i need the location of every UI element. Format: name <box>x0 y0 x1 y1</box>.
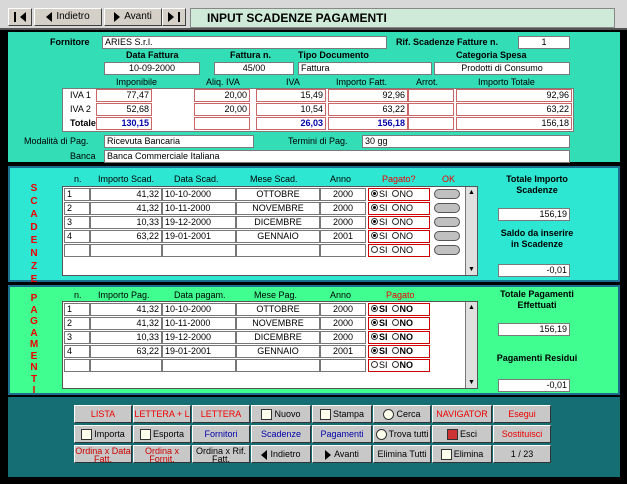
esci-label: Esci <box>459 429 477 439</box>
radio-no[interactable] <box>392 361 399 368</box>
row-pagato-radios <box>368 244 430 257</box>
side-letter: N <box>30 248 38 259</box>
col-totale: Importo Totale <box>478 77 535 87</box>
invoice-header-section <box>8 32 620 162</box>
side-letter: A <box>30 327 38 339</box>
indietro-label: Indietro <box>270 449 301 459</box>
row-n[interactable]: 3 <box>64 331 90 344</box>
iva-iva-cell[interactable]: 26,03 <box>256 117 326 130</box>
pag-totale-label: Totale Pagamenti Effettuati <box>500 289 574 310</box>
ok-button[interactable] <box>434 189 460 199</box>
row-mese[interactable] <box>236 359 320 372</box>
arrow-left-icon <box>46 12 52 22</box>
radio-si[interactable] <box>371 347 378 354</box>
radio-si[interactable] <box>371 218 378 225</box>
row-pagato-radios <box>368 230 430 243</box>
cerca-label: Cerca <box>396 409 421 419</box>
iva-aliq-cell[interactable]: 20,00 <box>194 103 250 116</box>
iva-row-label: Totale <box>70 118 96 128</box>
iva-row-label: IVA 2 <box>70 104 91 114</box>
row-importo[interactable] <box>90 244 162 257</box>
side-letter: N <box>30 362 38 373</box>
radio-si[interactable] <box>371 305 378 312</box>
row-pagato-radios <box>368 317 430 330</box>
radio-si-label: SI <box>379 360 388 370</box>
esporta-label: Esporta <box>152 429 185 439</box>
scadenze-section <box>8 166 620 285</box>
esci-button[interactable] <box>432 425 492 443</box>
page-title: INPUT SCADENZE PAGAMENTI <box>190 8 615 28</box>
side-letter: E <box>30 235 38 246</box>
iva-iva-cell[interactable]: 15,49 <box>256 89 326 102</box>
elimina-tutti-button[interactable]: Elimina Tutti <box>373 445 431 463</box>
first-bar-icon <box>14 12 16 22</box>
row-importo[interactable]: 41,32 <box>90 202 162 215</box>
rif-field[interactable]: 1 <box>518 36 570 49</box>
ok-button[interactable] <box>434 231 460 241</box>
scroll-down-icon[interactable]: ▼ <box>468 379 475 386</box>
arrow-right-icon <box>114 12 120 22</box>
importa-button[interactable] <box>74 425 132 443</box>
row-anno[interactable]: 2000 <box>320 303 366 316</box>
command-panel <box>8 397 620 477</box>
radio-si[interactable] <box>371 232 378 239</box>
row-anno[interactable] <box>320 244 366 257</box>
radio-no-label: NO <box>399 318 414 328</box>
row-anno[interactable]: 2001 <box>320 230 366 243</box>
pag-totale-field: 156,19 <box>498 323 570 336</box>
elimina-button[interactable] <box>432 445 492 463</box>
iva-totale-cell[interactable]: 63,22 <box>456 103 572 116</box>
radio-no[interactable] <box>392 319 399 326</box>
radio-si[interactable] <box>371 333 378 340</box>
col-importo: Importo Fatt. <box>336 77 388 87</box>
arrow-right-icon <box>325 450 331 460</box>
row-pagato-radios <box>368 331 430 344</box>
banca-label: Banca <box>70 151 96 161</box>
row-mese[interactable]: OTTOBRE <box>236 188 320 201</box>
radio-si-label: SI <box>379 189 388 199</box>
radio-si-label: SI <box>379 332 388 342</box>
row-n[interactable]: 1 <box>64 188 90 201</box>
col-arrot: Arrot. <box>416 77 439 87</box>
row-mese[interactable]: DICEMBRE <box>236 216 320 229</box>
scroll-up-icon[interactable]: ▲ <box>468 304 475 311</box>
radio-si[interactable] <box>371 319 378 326</box>
termini-label: Termini di Pag. <box>288 136 348 146</box>
row-anno[interactable]: 2001 <box>320 345 366 358</box>
saldo-label: Saldo da inserire in Scadenze <box>500 228 574 249</box>
ordina-fornit-button[interactable] <box>133 445 191 463</box>
scroll-down-icon[interactable]: ▼ <box>468 266 475 273</box>
pag-col-importo: Importo Pag. <box>98 290 150 300</box>
row-anno[interactable]: 2000 <box>320 202 366 215</box>
arrow-right-icon <box>168 12 174 22</box>
ordina-data-label: Ordina x Data Fatt. <box>75 446 131 463</box>
row-importo[interactable]: 63,22 <box>90 345 162 358</box>
iva-imponibile-cell[interactable]: 77,47 <box>96 89 152 102</box>
elimina-label: Elimina <box>453 449 484 459</box>
radio-no[interactable] <box>392 333 399 340</box>
residui-label: Pagamenti Residui <box>496 353 578 363</box>
scad-totale-label: Totale Importo Scadenze <box>506 174 568 195</box>
row-mese[interactable]: NOVEMBRE <box>236 317 320 330</box>
iva-row-label: IVA 1 <box>70 90 91 100</box>
row-importo[interactable]: 63,22 <box>90 230 162 243</box>
data-fattura-field[interactable]: 10-09-2000 <box>104 62 200 75</box>
row-mese[interactable]: DICEMBRE <box>236 331 320 344</box>
avanti-button[interactable] <box>312 445 372 463</box>
radio-no-label: NO <box>399 245 414 255</box>
pag-col-anno: Anno <box>330 290 352 300</box>
modalita-label: Modalità di Pag. <box>24 136 89 146</box>
side-letter: E <box>30 350 38 362</box>
row-importo[interactable]: 10,33 <box>90 216 162 229</box>
row-pagato-radios <box>368 216 430 229</box>
pag-col-data: Data pagam. <box>174 290 226 300</box>
first-record-button[interactable] <box>8 8 32 26</box>
row-mese[interactable] <box>236 244 320 257</box>
iva-imponibile-cell[interactable]: 52,68 <box>96 103 152 116</box>
row-mese[interactable]: NOVEMBRE <box>236 202 320 215</box>
fornitore-label: Fornitore <box>50 37 90 47</box>
radio-no-label: NO <box>399 203 414 213</box>
radio-no[interactable] <box>392 305 399 312</box>
fornitore-field[interactable]: ARIES S.r.l. <box>102 36 387 49</box>
scad-col-pagato: Pagato? <box>382 174 416 184</box>
lettera-l-button[interactable]: LETTERA + L <box>133 405 191 423</box>
row-n[interactable]: 4 <box>64 345 90 358</box>
radio-si-label: SI <box>379 231 388 241</box>
row-data[interactable] <box>162 244 236 257</box>
radio-no[interactable] <box>392 246 399 253</box>
scad-col-data: Data Scad. <box>174 174 219 184</box>
scad-totale-field: 156,19 <box>498 208 570 221</box>
print-icon <box>320 409 331 420</box>
lettera-button[interactable]: LETTERA <box>192 405 250 423</box>
ordina-rif-label: Ordina x Rif. Fatt. <box>195 446 246 463</box>
row-data[interactable]: 10-10-2000 <box>162 303 236 316</box>
scad-col-n: n. <box>74 174 82 184</box>
row-importo[interactable]: 41,32 <box>90 188 162 201</box>
categoria-label: Categoria Spesa <box>456 50 527 60</box>
row-anno[interactable]: 2000 <box>320 188 366 201</box>
iva-arrot-cell[interactable] <box>408 103 454 116</box>
radio-no-label: NO <box>399 231 414 241</box>
col-iva: IVA <box>286 77 300 87</box>
col-imponibile: Imponibile <box>116 77 158 87</box>
tipo-doc-label: Tipo Documento <box>298 50 369 60</box>
iva-aliq-cell[interactable]: 20,00 <box>194 89 250 102</box>
residui-field: -0,01 <box>498 379 570 392</box>
esegui-button[interactable]: Esegui <box>493 405 551 423</box>
iva-iva-cell[interactable]: 10,54 <box>256 103 326 116</box>
trova-tutti-button[interactable] <box>373 425 431 443</box>
scad-col-ok: OK <box>442 174 456 184</box>
row-mese[interactable]: OTTOBRE <box>236 303 320 316</box>
side-letter: D <box>30 222 38 233</box>
radio-no[interactable] <box>392 204 399 211</box>
cerca-button[interactable] <box>373 405 431 423</box>
arrow-left-icon <box>20 12 26 22</box>
row-mese[interactable]: GENNAIO <box>236 230 320 243</box>
iva-imponibile-cell[interactable]: 130,15 <box>96 117 152 130</box>
page-indicator: 1 / 23 <box>493 445 551 463</box>
side-letter: A <box>30 209 38 220</box>
row-n[interactable]: 2 <box>64 202 90 215</box>
exit-icon <box>447 429 458 440</box>
ordina-data-button[interactable] <box>74 445 132 463</box>
pagamenti-scrollbar[interactable] <box>465 302 477 388</box>
nuovo-label: Nuovo <box>274 409 301 419</box>
row-importo[interactable]: 10,33 <box>90 331 162 344</box>
pag-col-mese: Mese Pag. <box>254 290 298 300</box>
importa-label: Importa <box>94 429 125 439</box>
side-letter: A <box>30 304 38 316</box>
row-anno[interactable]: 2000 <box>320 317 366 330</box>
row-importo[interactable] <box>90 359 162 372</box>
iva-totale-cell[interactable]: 156,18 <box>456 117 572 130</box>
row-data[interactable]: 19-12-2000 <box>162 331 236 344</box>
row-data[interactable]: 19-12-2000 <box>162 216 236 229</box>
scadenze-side-label <box>10 168 58 285</box>
row-anno[interactable]: 2000 <box>320 331 366 344</box>
side-letter: Z <box>30 261 38 272</box>
iva-importo-cell[interactable]: 156,18 <box>328 117 408 130</box>
row-n[interactable]: 4 <box>64 230 90 243</box>
lista-button[interactable]: LISTA <box>74 405 132 423</box>
row-n[interactable] <box>64 359 90 372</box>
radio-si-label: SI <box>379 217 388 227</box>
radio-no-label: NO <box>399 360 414 370</box>
radio-no[interactable] <box>392 232 399 239</box>
nuovo-button[interactable] <box>251 405 311 423</box>
fattura-n-field[interactable]: 45/00 <box>214 62 294 75</box>
radio-no-label: NO <box>399 217 414 227</box>
scad-col-anno: Anno <box>330 174 352 184</box>
iva-importo-cell[interactable]: 92,96 <box>328 89 408 102</box>
fornitori-button[interactable]: Fornitori <box>192 425 250 443</box>
prev-label: Indietro <box>56 11 90 22</box>
radio-si[interactable] <box>371 246 378 253</box>
row-data[interactable]: 10-11-2000 <box>162 202 236 215</box>
row-data[interactable]: 19-01-2001 <box>162 230 236 243</box>
indietro-button[interactable] <box>251 445 311 463</box>
pag-col-pagato: Pagato <box>386 290 415 300</box>
avanti-label: Avanti <box>334 449 359 459</box>
ordina-fornit-label: Ordina x Fornit. <box>144 446 179 463</box>
saldo-field: -0,01 <box>498 264 570 277</box>
radio-si-label: SI <box>379 318 388 328</box>
col-aliq: Aliq. IVA <box>206 77 240 87</box>
tipo-doc-field[interactable]: Fattura <box>298 62 432 75</box>
side-letter: I <box>32 385 36 396</box>
row-pagato-radios <box>368 202 430 215</box>
side-letter: M <box>29 339 39 350</box>
top-nav-bar <box>0 0 627 30</box>
banca-field[interactable]: Banca Commerciale Italiana <box>104 150 570 163</box>
row-pagato-radios <box>368 359 430 372</box>
navigator-button[interactable]: NAVIGATOR <box>432 405 492 423</box>
iva-arrot-cell[interactable] <box>408 89 454 102</box>
trash-icon <box>441 449 452 460</box>
radio-si-label: SI <box>379 245 388 255</box>
row-data[interactable]: 10-10-2000 <box>162 188 236 201</box>
radio-si-label: SI <box>379 203 388 213</box>
fattura-n-label: Fattura n. <box>230 50 272 60</box>
new-icon <box>261 409 272 420</box>
radio-no[interactable] <box>392 347 399 354</box>
row-mese[interactable]: GENNAIO <box>236 345 320 358</box>
iva-importo-cell[interactable]: 63,22 <box>328 103 408 116</box>
iva-totale-cell[interactable]: 92,96 <box>456 89 572 102</box>
radio-no-label: NO <box>399 332 414 342</box>
scadenze-button[interactable]: Scadenze <box>251 425 311 443</box>
modalita-field[interactable]: Ricevuta Bancaria <box>104 135 254 148</box>
side-letter: P <box>30 293 38 304</box>
row-importo[interactable]: 41,32 <box>90 317 162 330</box>
stampa-button[interactable] <box>312 405 372 423</box>
ok-button[interactable] <box>434 203 460 213</box>
ok-button[interactable] <box>434 217 460 227</box>
side-letter: T <box>30 373 38 385</box>
row-data[interactable]: 10-11-2000 <box>162 317 236 330</box>
radio-no-label: NO <box>399 189 414 199</box>
row-pagato-radios <box>368 303 430 316</box>
export-icon <box>140 429 151 440</box>
iva-arrot-cell[interactable] <box>408 117 454 130</box>
ok-button[interactable] <box>434 245 460 255</box>
radio-si[interactable] <box>371 190 378 197</box>
next-label: Avanti <box>124 11 152 22</box>
scad-col-mese: Mese Scad. <box>250 174 298 184</box>
arrow-left-icon <box>261 450 267 460</box>
stampa-label: Stampa <box>332 409 365 419</box>
radio-no-label: NO <box>399 346 414 356</box>
rif-label: Rif. Scadenze Fatture n. <box>396 37 499 47</box>
pagamenti-section <box>8 285 620 395</box>
next-record-button[interactable] <box>104 8 162 26</box>
side-letter: C <box>30 196 38 207</box>
radio-no[interactable] <box>392 190 399 197</box>
row-data[interactable]: 19-01-2001 <box>162 345 236 358</box>
side-letter: E <box>30 274 38 285</box>
scad-col-importo: Importo Scad. <box>98 174 155 184</box>
row-n[interactable]: 2 <box>64 317 90 330</box>
radio-si-label: SI <box>379 304 388 314</box>
scroll-up-icon[interactable]: ▲ <box>468 189 475 196</box>
side-letter: S <box>30 183 38 194</box>
esporta-button[interactable] <box>133 425 191 443</box>
last-record-button[interactable] <box>162 8 186 26</box>
sostituisci-button[interactable]: Sostituisci <box>493 425 551 443</box>
last-bar-icon <box>178 12 180 22</box>
row-pagato-radios <box>368 188 430 201</box>
ordina-rif-button[interactable] <box>192 445 250 463</box>
prev-record-button[interactable] <box>34 8 102 26</box>
pagamenti-button[interactable]: Pagamenti <box>312 425 372 443</box>
radio-si[interactable] <box>371 361 378 368</box>
row-pagato-radios <box>368 345 430 358</box>
row-data[interactable] <box>162 359 236 372</box>
find-all-icon <box>376 429 387 440</box>
row-anno[interactable]: 2000 <box>320 216 366 229</box>
import-icon <box>81 429 92 440</box>
pagamenti-side-label <box>10 287 58 396</box>
row-importo[interactable]: 41,32 <box>90 303 162 316</box>
row-n[interactable] <box>64 244 90 257</box>
pag-col-n: n. <box>74 290 82 300</box>
categoria-field[interactable]: Prodotti di Consumo <box>434 62 570 75</box>
radio-no[interactable] <box>392 218 399 225</box>
iva-aliq-cell[interactable] <box>194 117 250 130</box>
side-letter: G <box>30 316 38 327</box>
radio-si-label: SI <box>379 346 388 356</box>
row-anno[interactable] <box>320 359 366 372</box>
row-n[interactable]: 3 <box>64 216 90 229</box>
scadenze-scrollbar[interactable] <box>465 187 477 275</box>
data-fattura-label: Data Fattura <box>126 50 179 60</box>
termini-field[interactable]: 30 gg <box>362 135 570 148</box>
search-icon <box>383 409 394 420</box>
row-n[interactable]: 1 <box>64 303 90 316</box>
trova-label: Trova tutti <box>388 429 429 439</box>
radio-no-label: NO <box>399 304 414 314</box>
radio-si[interactable] <box>371 204 378 211</box>
